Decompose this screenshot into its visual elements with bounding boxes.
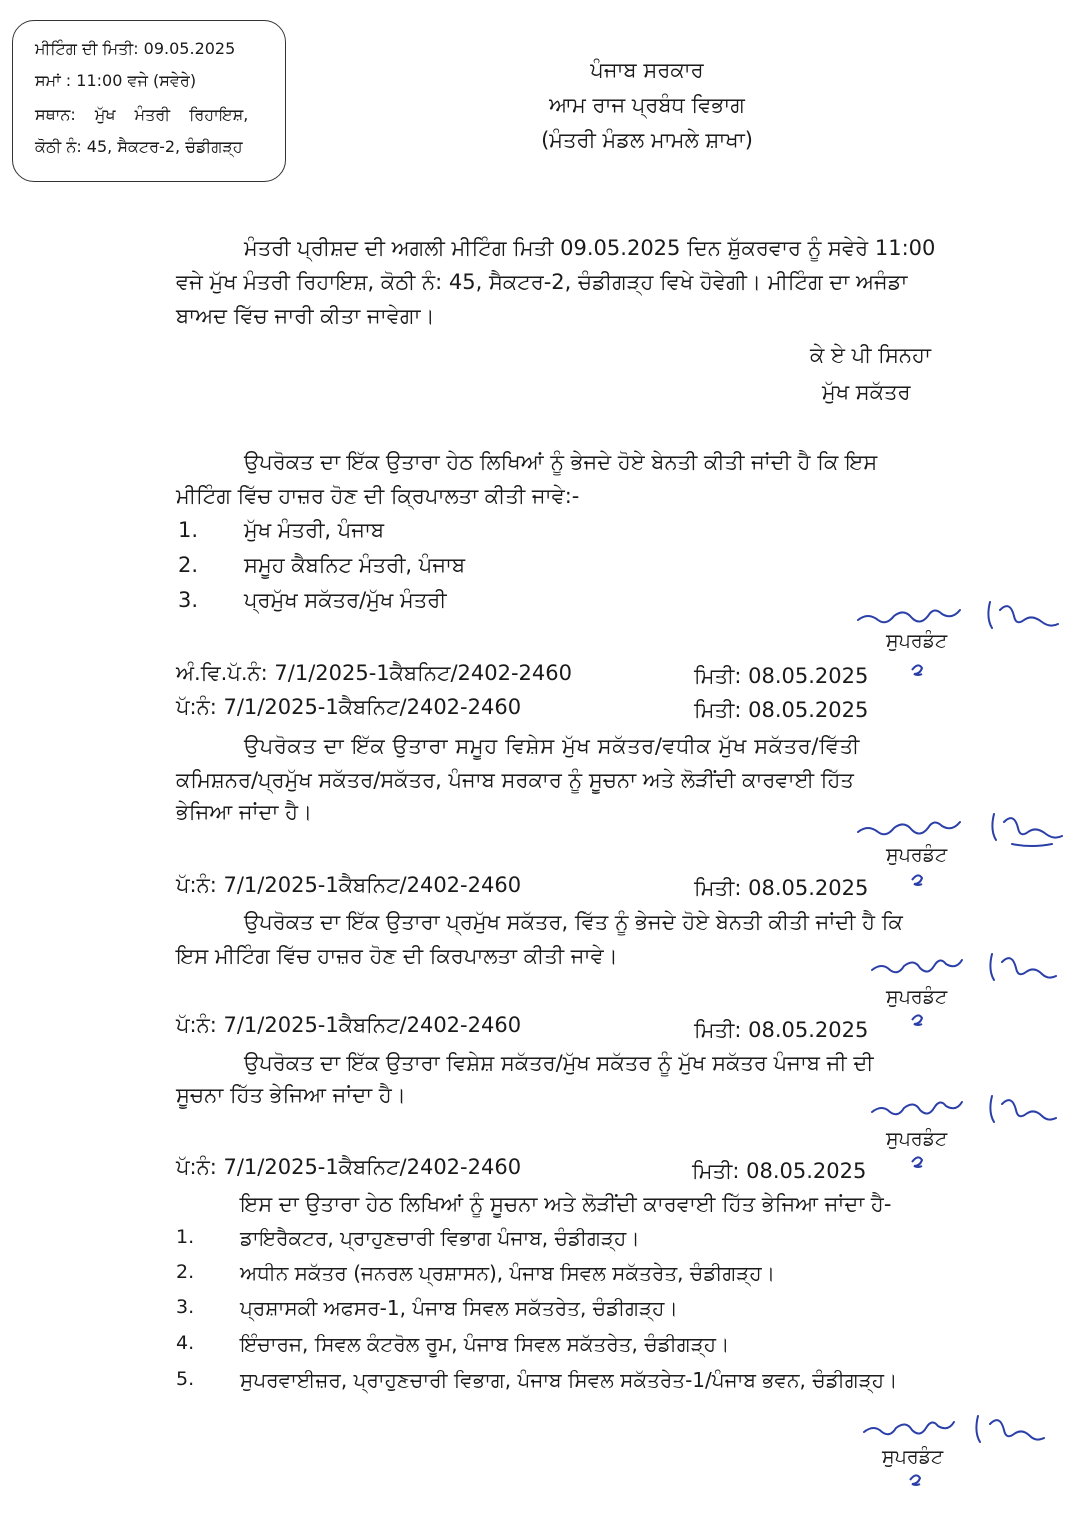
superintendent-signature-block — [868, 1094, 1084, 1174]
superintendent-title: ਸੁਪਰਡੰਟ — [886, 986, 948, 1008]
endorsement-2-line-2: ਕਮਿਸ਼ਨਰ/ਪ੍ਰਮੁੱਖ ਸਕੱਤਰ/ਸਕੱਤਰ, ਪੰਜਾਬ ਸਰਕਾਰ ਨੂੰ ਸੂਚਨਾ ਅਤੇ ਲੋੜੀਂਦੀ ਕਾਰਵਾਈ ਹਿੱਤ — [176, 768, 854, 792]
endorsement-3-line-1: ਉਪਰੋਕਤ ਦਾ ਇੱਕ ਉਤਾਰਾ ਪ੍ਰਮੁੱਖ ਸਕੱਤਰ, ਵਿੱਤ ਨੂੰ ਭੇਜਦੇ ਹੋਏ ਬੇਨਤੀ ਕੀਤੀ ਜਾਂਦੀ ਹੈ ਕਿ — [244, 910, 903, 934]
endorsement-2-line-1: ਉਪਰੋਕਤ ਦਾ ਇੱਕ ਉਤਾਰਾ ਸਮੂਹ ਵਿਸ਼ੇਸ ਮੁੱਖ ਸਕੱਤਰ/ਵਧੀਕ ਮੁੱਖ ਸਕੱਤਰ/ਵਿੱਤੀ — [244, 734, 860, 758]
recipient-num: 3. — [176, 1296, 195, 1318]
superintendent-signature-block — [850, 598, 1070, 678]
copy1-item-text: ਪ੍ਰਮੁੱਖ ਸਕੱਤਰ/ਮੁੱਖ ਮੰਤਰੀ — [244, 588, 447, 612]
endorsement-4-date: ਮਿਤੀ: 08.05.2025 — [694, 1018, 869, 1042]
recipient-text: ਸੁਪਰਵਾਈਜ਼ਰ, ਪ੍ਰਾਹੁਣਚਾਰੀ ਵਿਭਾਗ, ਪੰਜਾਬ ਸਿਵਲ ਸਕੱਤਰੇਤ-1/ਪੰਜਾਬ ਭਵਨ, ਚੰਡੀਗੜ੍ਹ। — [240, 1368, 898, 1392]
meeting-place-line-2: ਕੋਠੀ ਨੰ: 45, ਸੈਕਟਰ-2, ਚੰਡੀਗੜ੍ਹ — [35, 137, 243, 156]
signature-scribble — [852, 812, 1072, 892]
copy1-item-num: 3. — [178, 588, 199, 612]
notice-line-3: ਬਾਅਦ ਵਿੱਚ ਜਾਰੀ ਕੀਤਾ ਜਾਵੇਗਾ। — [176, 304, 435, 328]
recipient-num: 5. — [176, 1368, 195, 1390]
header-department: ਆਮ ਰਾਜ ਪ੍ਰਬੰਧ ਵਿਭਾਗ — [549, 93, 745, 117]
endorsement-2-line-3: ਭੇਜਿਆ ਜਾਂਦਾ ਹੈ। — [176, 800, 313, 824]
endorsement-1-ref: ਅੰ.ਵਿ.ਪੱ.ਨੰ: 7/1/2025-1ਕੈਬਨਿਟ/2402-2460 — [176, 661, 572, 685]
superintendent-title: ਸੁਪਰਡੰਟ — [886, 630, 948, 652]
superintendent-title: ਸੁਪਰਡੰਟ — [886, 1128, 948, 1150]
copy1-item-num: 1. — [178, 518, 199, 542]
signatory-name: ਕੇ ਏ ਪੀ ਸਿਨਹਾ — [810, 343, 931, 367]
notice-line-2: ਵਜੇ ਮੁੱਖ ਮੰਤਰੀ ਰਿਹਾਇਸ਼, ਕੋਠੀ ਨੰ: 45, ਸੈਕਟਰ-2, ਚੰਡੀਗੜ੍ਹ ਵਿਖੇ ਹੋਵੇਗੀ। ਮੀਟਿੰਗ ਦਾ ਅਜੰਡਾ — [176, 270, 908, 294]
meeting-place-line-1: ਸਥਾਨ: ਮੁੱਖ ਮੰਤਰੀ ਰਿਹਾਇਸ਼, — [35, 105, 249, 124]
endorsement-2-date: ਮਿਤੀ: 08.05.2025 — [694, 698, 869, 722]
recipient-text: ਡਾਇਰੈਕਟਰ, ਪ੍ਰਾਹੁਣਚਾਰੀ ਵਿਭਾਗ ਪੰਜਾਬ, ਚੰਡੀਗੜ੍ਹ। — [240, 1226, 640, 1250]
superintendent-signature-block — [852, 812, 1072, 892]
recipient-text: ਪ੍ਰਸ਼ਾਸਕੀ ਅਫਸਰ-1, ਪੰਜਾਬ ਸਿਵਲ ਸਕੱਤਰੇਤ, ਚੰਡੀਗੜ੍ਹ। — [240, 1296, 678, 1320]
recipient-num: 4. — [176, 1332, 195, 1354]
endorsement-3-date: ਮਿਤੀ: 08.05.2025 — [694, 876, 869, 900]
meeting-time: ਸਮਾਂ : 11:00 ਵਜੇ (ਸਵੇਰੇ) — [35, 71, 197, 90]
superintendent-title: ਸੁਪਰਡੰਟ — [886, 844, 948, 866]
copy1-item-text: ਸਮੂਹ ਕੈਬਨਿਟ ਮੰਤਰੀ, ਪੰਜਾਬ — [244, 553, 466, 577]
copy1-line-1: ਉਪਰੋਕਤ ਦਾ ਇੱਕ ਉਤਾਰਾ ਹੇਠ ਲਿਖਿਆਂ ਨੂੰ ਭੇਜਦੇ ਹੋਏ ਬੇਨਤੀ ਕੀਤੀ ਜਾਂਦੀ ਹੈ ਕਿ ਇਸ — [244, 450, 878, 474]
header-branch: (ਮੰਤਰੀ ਮੰਡਲ ਮਾਮਲੇ ਸ਼ਾਖਾ) — [541, 128, 753, 152]
endorsement-2-ref: ਪੱ:ਨੰ: 7/1/2025-1ਕੈਬਨਿਟ/2402-2460 — [176, 695, 522, 719]
endorsement-3-ref: ਪੱ:ਨੰ: 7/1/2025-1ਕੈਬਨਿਟ/2402-2460 — [176, 873, 522, 897]
signatory-title: ਮੁੱਖ ਸਕੱਤਰ — [822, 380, 911, 404]
copy1-item-num: 2. — [178, 553, 199, 577]
endorsement-5-line-1: ਇਸ ਦਾ ਉਤਾਰਾ ਹੇਠ ਲਿਖਿਆਂ ਨੂੰ ਸੂਚਨਾ ਅਤੇ ਲੋੜੀਂਦੀ ਕਾਰਵਾਈ ਹਿੱਤ ਭੇਜਿਆ ਜਾਂਦਾ ਹੈ- — [240, 1192, 892, 1216]
endorsement-4-ref: ਪੱ:ਨੰ: 7/1/2025-1ਕੈਬਨਿਟ/2402-2460 — [176, 1013, 522, 1037]
endorsement-4-line-2: ਸੂਚਨਾ ਹਿੱਤ ਭੇਜਿਆ ਜਾਂਦਾ ਹੈ। — [176, 1083, 406, 1107]
superintendent-signature-block — [860, 1414, 1080, 1494]
recipient-num: 2. — [176, 1261, 195, 1283]
recipient-text: ਅਧੀਨ ਸਕੱਤਰ (ਜਨਰਲ ਪ੍ਰਸ਼ਾਸਨ), ਪੰਜਾਬ ਸਿਵਲ ਸਕੱਤਰੇਤ, ਚੰਡੀਗੜ੍ਹ। — [240, 1261, 776, 1285]
header-government: ਪੰਜਾਬ ਸਰਕਾਰ — [590, 58, 704, 82]
meeting-date: ਮੀਟਿੰਗ ਦੀ ਮਿਤੀ: 09.05.2025 — [35, 39, 236, 58]
superintendent-signature-block — [868, 952, 1084, 1032]
recipient-text: ਇੰਚਾਰਜ, ਸਿਵਲ ਕੰਟਰੋਲ ਰੂਮ, ਪੰਜਾਬ ਸਿਵਲ ਸਕੱਤਰੇਤ, ਚੰਡੀਗੜ੍ਹ। — [240, 1332, 730, 1356]
endorsement-1-date: ਮਿਤੀ: 08.05.2025 — [694, 664, 869, 688]
endorsement-5-ref: ਪੱ:ਨੰ: 7/1/2025-1ਕੈਬਨਿਟ/2402-2460 — [176, 1155, 522, 1179]
endorsement-3-line-2: ਇਸ ਮੀਟਿੰਗ ਵਿੱਚ ਹਾਜ਼ਰ ਹੋਣ ਦੀ ਕਿਰਪਾਲਤਾ ਕੀਤੀ ਜਾਵੇ। — [176, 944, 618, 968]
endorsement-5-date: ਮਿਤੀ: 08.05.2025 — [692, 1159, 867, 1183]
copy1-item-text: ਮੁੱਖ ਮੰਤਰੀ, ਪੰਜਾਬ — [244, 518, 385, 542]
copy1-line-2: ਮੀਟਿੰਗ ਵਿੱਚ ਹਾਜ਼ਰ ਹੋਣ ਦੀ ਕ੍ਰਿਪਾਲਤਾ ਕੀਤੀ ਜਾਵੇ:- — [176, 484, 580, 508]
recipient-num: 1. — [176, 1226, 195, 1248]
endorsement-4-line-1: ਉਪਰੋਕਤ ਦਾ ਇੱਕ ਉਤਾਰਾ ਵਿਸ਼ੇਸ਼ ਸਕੱਤਰ/ਮੁੱਖ ਸਕੱਤਰ ਨੂੰ ਮੁੱਖ ਸਕੱਤਰ ਪੰਜਾਬ ਜੀ ਦੀ — [244, 1051, 874, 1075]
signature-scribble — [850, 598, 1070, 678]
superintendent-title: ਸੁਪਰਡੰਟ — [882, 1446, 944, 1468]
notice-line-1: ਮੰਤਰੀ ਪ੍ਰੀਸ਼ਦ ਦੀ ਅਗਲੀ ਮੀਟਿੰਗ ਮਿਤੀ 09.05.2025 ਦਿਨ ਸ਼ੁੱਕਰਵਾਰ ਨੂੰ ਸਵੇਰੇ 11:00 — [244, 236, 936, 260]
